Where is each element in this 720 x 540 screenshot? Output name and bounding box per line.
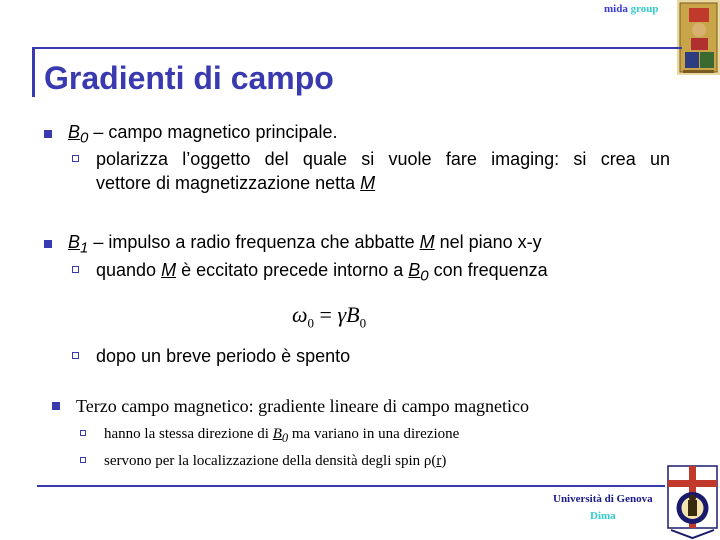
- b0-sub-item-line2-text: vettore di magnetizzazione netta: [96, 173, 361, 193]
- third-sub-item-1: [104, 424, 459, 448]
- rho-symbol: ρ(: [423, 453, 437, 469]
- b0-symbol: B: [408, 260, 421, 280]
- bullet-marker: [44, 240, 52, 248]
- third-sub-item-2: [104, 451, 446, 471]
- formula-omega-sub: 0: [307, 315, 315, 331]
- third-sub2-text-a: servono per la localizzazione della densità degli spin: [104, 453, 424, 469]
- formula-b-sub: 0: [359, 315, 367, 331]
- b1-sub1-text-b: è eccitato precede intorno a: [176, 260, 409, 280]
- sub-bullet-marker: [72, 352, 79, 359]
- bullet-marker: [52, 402, 60, 410]
- third-sub1-text-a: hanno la stessa direzione di: [104, 426, 273, 442]
- b1-sub-item-2: dopo un breve periodo è spento: [96, 346, 351, 366]
- formula-gamma: γ: [337, 302, 347, 327]
- department-name: Dima: [590, 510, 616, 522]
- sub-bullet-marker: [72, 266, 79, 273]
- title-rule-vertical: [32, 47, 35, 97]
- brand-group: group: [627, 3, 659, 15]
- b1-sub1-text-a: quando: [96, 260, 162, 280]
- m-symbol: M: [161, 260, 177, 280]
- sub-bullet-marker: [72, 155, 79, 162]
- b1-text-b: nel piano x-y: [434, 232, 542, 252]
- b1-sub-item-1: [96, 258, 548, 289]
- r-vector: r: [436, 453, 442, 469]
- b1-subscript: 1: [80, 239, 89, 257]
- b0-subscript: 0: [281, 431, 289, 445]
- b0-text: – campo magnetico principale.: [88, 122, 338, 142]
- coat-of-arms-icon: [677, 0, 720, 75]
- brand-mida: mida: [604, 3, 628, 15]
- university-crest-icon: [665, 462, 720, 540]
- b1-symbol: B: [68, 232, 81, 252]
- b0-symbol: B: [68, 122, 81, 142]
- formula-omega: ω: [292, 302, 308, 327]
- close-paren: ): [441, 453, 447, 469]
- university-name: Università di Genova: [553, 493, 653, 505]
- b0-subscript: 0: [420, 267, 429, 285]
- b1-sub1-text-c: con frequenza: [428, 260, 548, 280]
- b1-text-a: – impulso a radio frequenza che abbatte: [88, 232, 420, 252]
- b0-sub-item-line2: [96, 171, 375, 195]
- third-sub1-text-b: ma variano in una direzione: [288, 426, 460, 442]
- bullet-third-field: Terzo campo magnetico: gradiente lineare di campo magnetico: [76, 396, 530, 416]
- bullet-b1: [68, 230, 542, 261]
- bullet-b0: [68, 120, 338, 151]
- mida-group-brand: [604, 3, 659, 15]
- title-rule-horizontal: [32, 47, 682, 49]
- sub-bullet-marker: [80, 457, 86, 463]
- slide-title: Gradienti di campo: [44, 60, 334, 96]
- b0-symbol: B: [272, 426, 282, 442]
- b0-sub-item: polarizza l’oggetto del quale si vuole fare imaging: si crea un: [96, 149, 670, 169]
- m-symbol: M: [419, 232, 435, 252]
- bullet-marker: [44, 130, 52, 138]
- formula-b: B: [346, 302, 360, 327]
- footer-rule: [37, 485, 665, 487]
- b0-subscript: 0: [80, 129, 89, 147]
- formula-equals: =: [314, 302, 338, 327]
- sub-bullet-marker: [80, 430, 86, 436]
- m-symbol: M: [360, 173, 376, 193]
- larmor-formula: [292, 302, 366, 331]
